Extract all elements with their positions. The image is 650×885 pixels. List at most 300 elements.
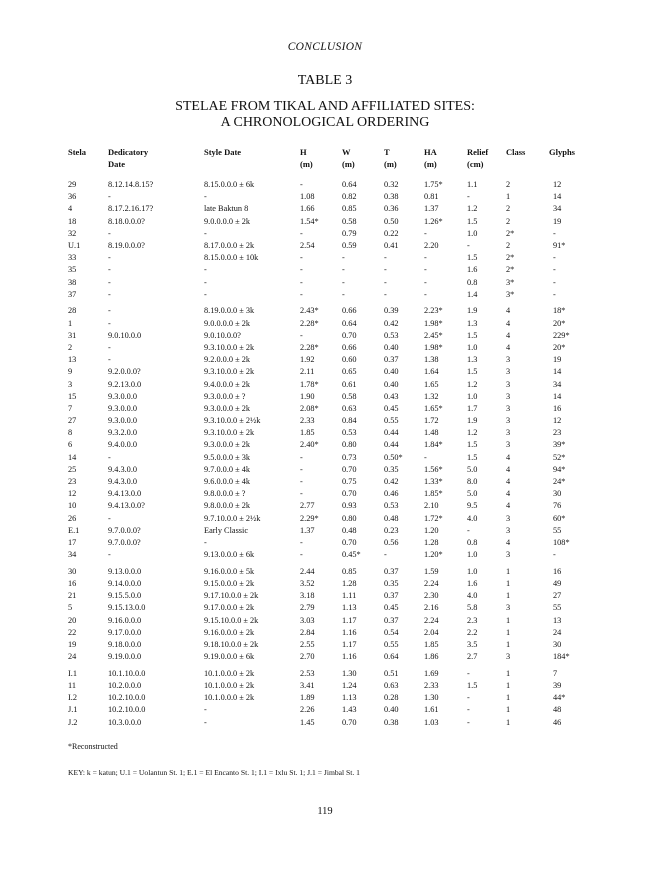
row-group (0, 566, 650, 664)
cell-style: 9.0.0.0.0 ± 2k (204, 318, 251, 328)
cell-style: late Baktun 8 (204, 204, 249, 214)
cell-w: 1.30 (342, 668, 357, 678)
cell-class: 3 (506, 550, 511, 560)
cell-h: 2.84 (300, 627, 315, 637)
cell-t: 0.44 (384, 428, 399, 438)
cell-style: 8.19.0.0.0 ± 3k (204, 306, 255, 316)
cell-relief: 1.9 (467, 416, 478, 426)
cell-glyphs: 12 (553, 180, 562, 189)
cell-style: 9.5.0.0.0 ± 3k (204, 452, 251, 462)
header-class: Class (506, 147, 526, 157)
cell-date: 9.7.0.0.0? (108, 537, 141, 547)
cell-stela: 8 (68, 428, 73, 438)
cell-date: 9.2.0.0.0? (108, 367, 141, 377)
cell-date: 9.16.0.0.0 (108, 615, 142, 625)
table-title (0, 99, 650, 131)
cell-style: - (204, 705, 207, 715)
title-line-1: STELAE FROM TIKAL AND AFFILIATED SITES: (175, 99, 475, 114)
cell-style: 9.15.0.0.0 ± 2k (204, 579, 255, 588)
table-row (0, 692, 650, 704)
row-group (0, 179, 650, 301)
cell-date: 10.2.10.0.0 (108, 705, 146, 715)
cell-style: - (204, 192, 207, 202)
cell-style: 9.8.0.0.0 ± ? (204, 489, 246, 499)
cell-glyphs: 27 (553, 591, 562, 601)
cell-stela: 4 (68, 204, 73, 214)
cell-glyphs: - (553, 550, 556, 560)
cell-t: 0.42 (384, 477, 399, 486)
cell-h: 2.53 (300, 668, 315, 678)
cell-style: 9.0.0.0.0 ± 2k (204, 216, 251, 226)
cell-stela: I.2 (68, 693, 77, 703)
cell-ha: 1.98* (424, 318, 443, 328)
cell-ha: 1.69 (424, 668, 439, 678)
cell-w: 0.80 (342, 440, 357, 450)
cell-relief: 1.3 (467, 318, 478, 328)
cell-stela: 3 (68, 379, 73, 389)
table-row (0, 403, 650, 415)
table-row (0, 179, 650, 191)
cell-h: 2.54 (300, 240, 315, 250)
cell-glyphs: 48 (553, 705, 562, 715)
cell-class: 2 (506, 204, 511, 214)
cell-class: 3 (506, 391, 511, 401)
cell-style: 9.17.0.0.0 ± 2k (204, 603, 255, 613)
cell-t: 0.42 (384, 318, 399, 328)
cell-t: 0.50* (384, 452, 403, 462)
cell-style: 9.15.10.0.0 ± 2k (204, 615, 259, 625)
cell-class: 1 (506, 668, 511, 678)
cell-style: 9.3.0.0.0 ± 2k (204, 403, 251, 413)
cell-glyphs: 108* (553, 537, 570, 547)
cell-stela: 12 (68, 489, 77, 499)
table-row (0, 366, 650, 378)
cell-stela: 33 (68, 253, 77, 263)
cell-class: 4 (506, 318, 511, 328)
cell-h: 2.79 (300, 603, 315, 613)
cell-date: 9.15.5.0.0 (108, 591, 142, 601)
cell-class: 4 (506, 342, 511, 352)
header-t-unit: (m) (384, 159, 397, 169)
cell-stela: 18 (68, 216, 77, 226)
cell-relief: 5.0 (467, 489, 478, 499)
cell-style: 9.3.10.0.0 ± 2k (204, 428, 255, 438)
cell-stela: 23 (68, 477, 77, 486)
cell-relief: 1.0 (467, 550, 478, 560)
cell-date: 9.14.0.0.0 (108, 579, 142, 588)
cell-h: 1.90 (300, 391, 315, 401)
cell-style: - (204, 277, 207, 287)
cell-h: 2.29* (300, 513, 319, 523)
cell-glyphs: - (553, 228, 556, 238)
cell-ha: - (424, 265, 427, 275)
header-w-label: W (342, 147, 351, 157)
table-row (0, 318, 650, 330)
cell-glyphs: 30 (553, 489, 562, 499)
cell-style: 9.7.0.0.0 ± 4k (204, 464, 251, 474)
cell-w: 1.16 (342, 652, 357, 662)
cell-w: 0.48 (342, 525, 357, 535)
cell-date: 9.0.10.0.0 (108, 330, 142, 340)
cell-date: 9.17.0.0.0 (108, 627, 142, 637)
cell-relief: - (467, 192, 470, 202)
cell-glyphs: 16 (553, 566, 562, 576)
cell-h: 3.18 (300, 591, 315, 601)
cell-style: 8.15.0.0.0 ± 6k (204, 180, 255, 189)
cell-ha: 1.85* (424, 489, 443, 499)
cell-t: 0.22 (384, 228, 399, 238)
cell-glyphs: 44* (553, 693, 566, 703)
cell-style: 9.3.10.0.0 ± 2½k (204, 416, 261, 426)
cell-stela: 15 (68, 391, 77, 401)
cell-relief: 1.0 (467, 342, 478, 352)
footnote: *Reconstructed (68, 742, 118, 751)
cell-relief: 2.2 (467, 627, 478, 637)
table-row (0, 615, 650, 627)
cell-h: 2.55 (300, 639, 315, 649)
cell-date: 9.3.2.0.0 (108, 428, 138, 438)
cell-w: 0.80 (342, 513, 357, 523)
cell-t: 0.40 (384, 342, 399, 352)
cell-h: 2.70 (300, 652, 315, 662)
cell-t: 0.45 (384, 403, 399, 413)
cell-style: - (204, 228, 207, 238)
cell-stela: J.1 (68, 705, 78, 715)
cell-relief: 1.6 (467, 579, 478, 588)
cell-class: 4 (506, 464, 511, 474)
cell-w: 0.53 (342, 428, 357, 438)
cell-t: 0.48 (384, 513, 399, 523)
cell-stela: 1 (68, 318, 73, 328)
cell-h: 2.28* (300, 318, 319, 328)
header-w (342, 146, 355, 170)
table-row (0, 717, 650, 729)
cell-class: 3 (506, 603, 511, 613)
table-row (0, 500, 650, 512)
cell-h: 2.11 (300, 367, 315, 377)
table-row (0, 264, 650, 276)
cell-stela: 11 (68, 681, 76, 690)
cell-glyphs: 20* (553, 342, 566, 352)
cell-style: 9.19.0.0.0 ± 6k (204, 652, 255, 662)
cell-relief: - (467, 717, 470, 727)
cell-class: 4 (506, 452, 511, 462)
cell-glyphs: 7 (553, 668, 558, 678)
cell-t: 0.36 (384, 204, 399, 214)
cell-t: 0.43 (384, 391, 399, 401)
cell-relief: 1.0 (467, 566, 478, 576)
cell-relief: 1.5 (467, 681, 478, 690)
table-row (0, 513, 650, 525)
table-row (0, 488, 650, 500)
cell-t: 0.56 (384, 537, 399, 547)
table-row (0, 191, 650, 203)
cell-date: - (108, 289, 111, 299)
cell-glyphs: 184* (553, 652, 570, 662)
cell-h: 3.52 (300, 579, 315, 588)
cell-relief: 1.5 (467, 330, 478, 340)
table-row (0, 216, 650, 228)
cell-style: 9.16.0.0.0 ± 2k (204, 627, 255, 637)
cell-w: 0.82 (342, 192, 357, 202)
cell-h: 2.40* (300, 440, 319, 450)
cell-stela: 7 (68, 403, 73, 413)
cell-h: 2.77 (300, 501, 315, 511)
cell-relief: - (467, 693, 470, 703)
cell-ha: 1.84* (424, 440, 443, 450)
cell-ha: 2.10 (424, 501, 439, 511)
cell-class: 3 (506, 379, 511, 389)
cell-w: 0.45* (342, 550, 361, 560)
cell-h: 2.26 (300, 705, 315, 715)
cell-relief: 1.0 (467, 391, 478, 401)
cell-relief: 1.6 (467, 265, 478, 275)
cell-date: 9.7.0.0.0? (108, 525, 141, 535)
cell-w: - (342, 253, 345, 263)
cell-stela: 19 (68, 639, 77, 649)
cell-stela: I.1 (68, 668, 77, 678)
cell-class: 3 (506, 355, 511, 365)
cell-date: 8.19.0.0.0? (108, 240, 145, 250)
cell-glyphs: 20* (553, 318, 566, 328)
table-row (0, 566, 650, 578)
cell-t: - (384, 253, 387, 263)
cell-h: - (300, 330, 303, 340)
table-number: TABLE 3 (297, 73, 353, 88)
cell-class: 2* (506, 265, 515, 275)
cell-date: 10.2.0.0.0 (108, 681, 142, 690)
cell-relief: 1.9 (467, 306, 478, 316)
cell-glyphs: 23 (553, 428, 562, 438)
cell-date: 9.13.0.0.0 (108, 566, 142, 576)
cell-t: 0.37 (384, 566, 399, 576)
cell-relief: 1.3 (467, 355, 478, 365)
cell-stela: 2 (68, 342, 73, 352)
cell-class: 3* (506, 289, 515, 299)
cell-relief: 9.5 (467, 501, 478, 511)
cell-t: 0.54 (384, 627, 399, 637)
cell-stela: 36 (68, 192, 77, 202)
cell-w: 1.13 (342, 693, 357, 703)
cell-class: 3 (506, 652, 511, 662)
table-row (0, 549, 650, 561)
cell-ha: 1.59 (424, 566, 439, 576)
cell-w: 0.70 (342, 330, 357, 340)
cell-h: 1.54* (300, 216, 319, 226)
cell-stela: 27 (68, 416, 77, 426)
cell-class: 2 (506, 180, 511, 189)
cell-style: 9.6.0.0.0 ± 4k (204, 477, 251, 486)
cell-class: 2 (506, 216, 511, 226)
cell-class: 3 (506, 513, 511, 523)
cell-glyphs: 46 (553, 717, 562, 727)
cell-stela: 5 (68, 603, 73, 613)
cell-t: 0.64 (384, 652, 399, 662)
cell-h: 2.08* (300, 403, 319, 413)
cell-glyphs: 24 (553, 627, 562, 637)
header-w-unit: (m) (342, 159, 355, 169)
cell-ha: 1.85 (424, 639, 439, 649)
cell-ha: 2.45* (424, 330, 443, 340)
cell-w: 0.73 (342, 452, 357, 462)
table-row (0, 203, 650, 215)
cell-date: 9.4.13.0.0 (108, 489, 142, 499)
cell-ha: 1.98* (424, 342, 443, 352)
cell-w: 0.75 (342, 477, 357, 486)
cell-glyphs: 229* (553, 330, 570, 340)
cell-w: 0.85 (342, 204, 357, 214)
cell-glyphs: 34 (553, 204, 562, 214)
cell-stela: 9 (68, 367, 73, 377)
header-ha (424, 146, 437, 170)
cell-w: 0.58 (342, 216, 357, 226)
cell-class: 4 (506, 330, 511, 340)
cell-ha: 1.86 (424, 652, 439, 662)
cell-glyphs: 55 (553, 525, 562, 535)
header-stela: Stela (68, 147, 86, 157)
cell-style: 9.2.0.0.0 ± 2k (204, 355, 251, 365)
cell-w: 1.17 (342, 639, 357, 649)
title-line-2: A CHRONOLOGICAL ORDERING (220, 115, 430, 130)
cell-relief: 1.5 (467, 216, 478, 226)
table-row (0, 354, 650, 366)
table-row (0, 627, 650, 639)
cell-w: - (342, 265, 345, 275)
cell-glyphs: 49 (553, 579, 562, 588)
cell-class: 3 (506, 416, 511, 426)
cell-ha: 1.28 (424, 537, 439, 547)
cell-date: 8.18.0.0.0? (108, 216, 145, 226)
cell-glyphs: 39* (553, 440, 566, 450)
cell-ha: - (424, 289, 427, 299)
cell-w: 0.70 (342, 489, 357, 499)
cell-style: 9.13.0.0.0 ± 6k (204, 550, 255, 560)
cell-h: - (300, 452, 303, 462)
cell-stela: 6 (68, 440, 73, 450)
cell-w: 0.65 (342, 367, 357, 377)
table-row (0, 476, 650, 488)
cell-h: - (300, 489, 303, 499)
cell-t: 0.28 (384, 693, 399, 703)
header-relief-label: Relief (467, 147, 489, 157)
cell-h: - (300, 289, 303, 299)
cell-stela: 13 (68, 355, 77, 365)
cell-glyphs: 60* (553, 513, 566, 523)
cell-class: 1 (506, 615, 511, 625)
cell-stela: 20 (68, 615, 77, 625)
cell-style: 9.7.10.0.0 ± 2½k (204, 513, 261, 523)
cell-stela: 37 (68, 289, 77, 299)
cell-t: 0.35 (384, 464, 399, 474)
cell-glyphs: 24* (553, 477, 566, 486)
cell-h: - (300, 253, 303, 263)
cell-date: - (108, 228, 111, 238)
cell-date: 9.3.0.0.0 (108, 416, 138, 426)
cell-ha: 1.56* (424, 464, 443, 474)
cell-date: 9.19.0.0.0 (108, 652, 142, 662)
cell-date: 9.4.3.0.0 (108, 477, 138, 486)
header-h-label: H (300, 147, 307, 157)
cell-ha: 2.04 (424, 627, 439, 637)
cell-ha: - (424, 277, 427, 287)
cell-ha: 1.64 (424, 367, 439, 377)
cell-t: 0.37 (384, 615, 399, 625)
cell-style: 9.17.10.0.0 ± 2k (204, 591, 259, 601)
cell-class: 4 (506, 306, 511, 316)
cell-w: 0.58 (342, 391, 357, 401)
table-row (0, 427, 650, 439)
cell-h: 1.66 (300, 204, 315, 214)
cell-h: - (300, 464, 303, 474)
cell-relief: 1.2 (467, 379, 478, 389)
cell-t: 0.37 (384, 591, 399, 601)
cell-class: 2* (506, 228, 515, 238)
table-row (0, 639, 650, 651)
cell-ha: 2.30 (424, 591, 439, 601)
header-glyphs: Glyphs (549, 147, 575, 157)
cell-style: 8.17.0.0.0 ± 2k (204, 240, 255, 250)
cell-w: 1.24 (342, 681, 357, 690)
cell-stela: 26 (68, 513, 77, 523)
cell-t: 0.44 (384, 440, 399, 450)
cell-ha: 1.26* (424, 216, 443, 226)
cell-style: 10.1.0.0.0 ± 2k (204, 681, 255, 690)
table-row (0, 240, 650, 252)
cell-stela: 14 (68, 452, 77, 462)
cell-relief: - (467, 668, 470, 678)
cell-glyphs: 30 (553, 639, 562, 649)
cell-relief: 0.8 (467, 537, 478, 547)
cell-glyphs: 39 (553, 681, 562, 690)
cell-h: - (300, 180, 303, 189)
cell-stela: 31 (68, 330, 77, 340)
cell-style: 9.3.10.0.0 ± 2k (204, 342, 255, 352)
cell-glyphs: 12 (553, 416, 562, 426)
header-ha-unit: (m) (424, 159, 437, 169)
cell-h: 3.03 (300, 615, 315, 625)
cell-t: 0.32 (384, 180, 399, 189)
cell-class: 4 (506, 477, 511, 486)
cell-ha: 1.20* (424, 550, 443, 560)
cell-ha: 2.24 (424, 579, 439, 588)
table-row (0, 464, 650, 476)
cell-w: 0.70 (342, 537, 357, 547)
cell-w: - (342, 277, 345, 287)
cell-date: 10.1.10.0.0 (108, 668, 146, 678)
cell-class: 2 (506, 240, 511, 250)
cell-stela: 22 (68, 627, 77, 637)
cell-stela: J.2 (68, 717, 78, 727)
cell-style: 9.0.10.0.0? (204, 330, 241, 340)
cell-glyphs: 52* (553, 452, 566, 462)
cell-stela: 30 (68, 566, 77, 576)
cell-class: 1 (506, 627, 511, 637)
key-note: KEY: k = katun; U.1 = Uolantun St. 1; E.1 = El Encanto St. 1; I.1 = Ixlu St. 1; J.1 = Jimbal St. 1 (68, 768, 360, 777)
cell-date: - (108, 513, 111, 523)
cell-style: 9.3.0.0.0 ± 2k (204, 440, 251, 450)
header-relief (467, 146, 488, 170)
cell-class: 1 (506, 566, 511, 576)
cell-glyphs: 13 (553, 615, 562, 625)
cell-relief: 1.2 (467, 428, 478, 438)
cell-style: 9.3.10.0.0 ± 2k (204, 367, 255, 377)
cell-relief: 1.0 (467, 228, 478, 238)
cell-h: 3.41 (300, 681, 315, 690)
cell-glyphs: 76 (553, 501, 562, 511)
cell-stela: 35 (68, 265, 77, 275)
cell-w: - (342, 289, 345, 299)
cell-t: 0.55 (384, 416, 399, 426)
